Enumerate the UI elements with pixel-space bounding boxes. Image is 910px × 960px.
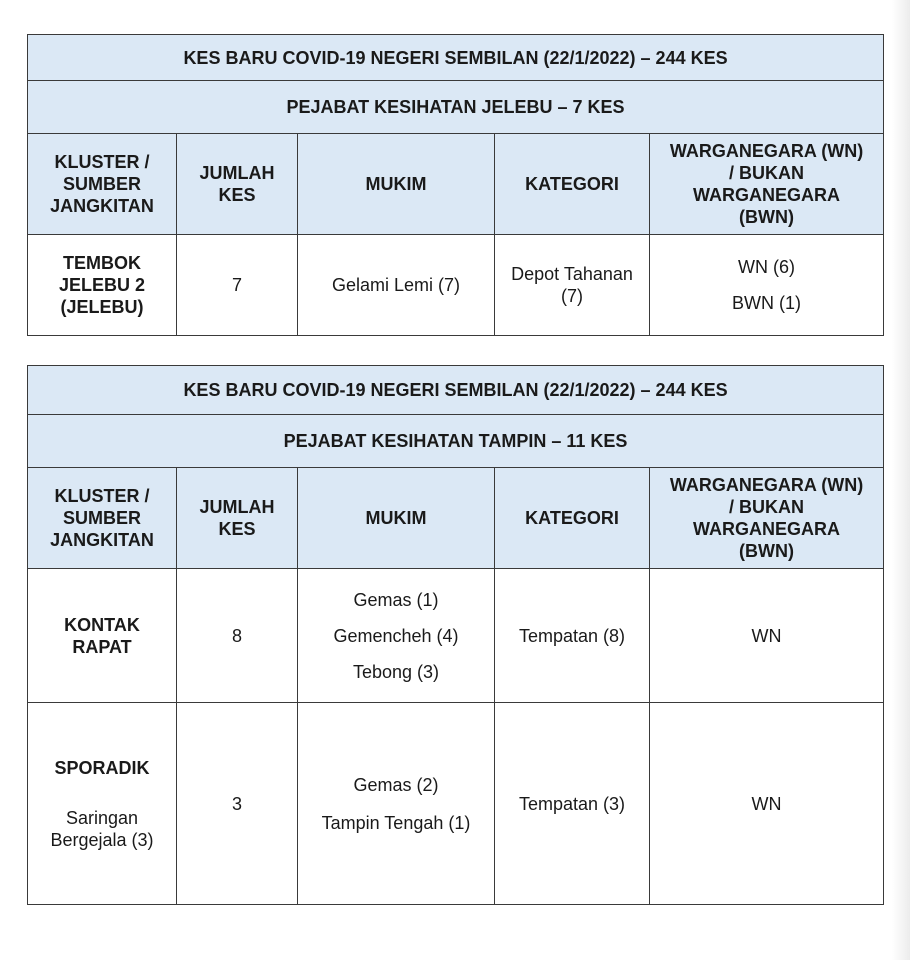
header-jumlah-kes (177, 134, 298, 235)
kategori-line: Depot Tahanan (511, 264, 633, 284)
header-jumlah-line: JUMLAH (199, 163, 275, 183)
cell-kluster (28, 235, 177, 336)
cell-warganegara: WN (650, 569, 884, 703)
cell-kategori: Tempatan (3) (495, 703, 650, 905)
kluster-title: SPORADIK (54, 757, 150, 778)
office-heading: PEJABAT KESIHATAN JELEBU – 7 KES (28, 81, 884, 134)
header-warganegara (650, 134, 884, 235)
header-jumlah-line: KES (218, 519, 256, 539)
cell-mukim (298, 703, 495, 905)
mukim-line: Gelami Lemi (7) (331, 275, 461, 295)
mukim-line: Gemencheh (4) (333, 625, 459, 646)
kategori-line: (7) (561, 286, 583, 306)
header-wn-line: (BWN) (739, 541, 795, 561)
header-kluster-line: SUMBER (62, 174, 141, 194)
wn-line: WN (6) (738, 257, 796, 277)
table-row (28, 703, 884, 905)
header-kluster-line: KLUSTER / (54, 486, 150, 506)
header-kategori: KATEGORI (495, 134, 650, 235)
header-kluster-line: JANGKITAN (50, 196, 154, 216)
kluster-line: KONTAK (64, 614, 140, 635)
header-jumlah-line: KES (218, 185, 256, 205)
header-wn-line: / BUKAN (729, 497, 805, 517)
cell-kategori (495, 235, 650, 336)
office-heading: PEJABAT KESIHATAN TAMPIN – 11 KES (28, 415, 884, 468)
table-row (28, 235, 884, 336)
mukim-line: Tebong (3) (352, 661, 440, 682)
kluster-detail-line: Saringan (65, 807, 139, 828)
header-kluster-line: KLUSTER / (54, 152, 150, 172)
header-wn-line: WARGANEGARA (693, 519, 841, 539)
cell-jumlah: 3 (177, 703, 298, 905)
mukim-line: Tampin Tengah (1) (321, 812, 471, 833)
cell-warganegara: WN (650, 703, 884, 905)
cell-mukim (298, 235, 495, 336)
mukim-line: Gemas (1) (353, 589, 439, 610)
cell-kluster (28, 703, 177, 905)
header-kluster (28, 134, 177, 235)
cell-kategori: Tempatan (8) (495, 569, 650, 703)
cell-kluster (28, 569, 177, 703)
cell-jumlah: 7 (177, 235, 298, 336)
cell-mukim (298, 569, 495, 703)
header-mukim: MUKIM (298, 468, 495, 569)
kluster-detail-line: Bergejala (3) (50, 829, 154, 850)
jelebu-cases-table (27, 34, 884, 336)
header-kategori: KATEGORI (495, 468, 650, 569)
header-wn-line: WARGANEGARA (WN) (669, 475, 864, 495)
header-kluster-line: SUMBER (62, 508, 141, 528)
header-warganegara (650, 468, 884, 569)
header-wn-line: (BWN) (739, 207, 795, 227)
header-jumlah-kes (177, 468, 298, 569)
tampin-cases-table (27, 365, 884, 905)
cell-warganegara (650, 235, 884, 336)
kluster-line: RAPAT (72, 636, 132, 657)
wn-line: BWN (1) (732, 293, 802, 313)
kluster-line: JELEBU 2 (58, 275, 146, 295)
kluster-line: (JELEBU) (60, 297, 144, 317)
page-edge-shadow (892, 0, 910, 960)
header-kluster-line: JANGKITAN (50, 530, 154, 550)
header-wn-line: WARGANEGARA (693, 185, 841, 205)
mukim-line: Gemas (2) (353, 774, 439, 795)
header-wn-line: WARGANEGARA (WN) (669, 141, 864, 161)
header-wn-line: / BUKAN (729, 163, 805, 183)
header-kluster (28, 468, 177, 569)
table-row (28, 569, 884, 703)
header-mukim: MUKIM (298, 134, 495, 235)
cell-jumlah: 8 (177, 569, 298, 703)
header-jumlah-line: JUMLAH (199, 497, 275, 517)
table-title: KES BARU COVID-19 NEGERI SEMBILAN (22/1/2022) – 244 KES (28, 35, 884, 81)
kluster-line: TEMBOK (63, 253, 141, 273)
table-title: KES BARU COVID-19 NEGERI SEMBILAN (22/1/2022) – 244 KES (28, 366, 884, 415)
